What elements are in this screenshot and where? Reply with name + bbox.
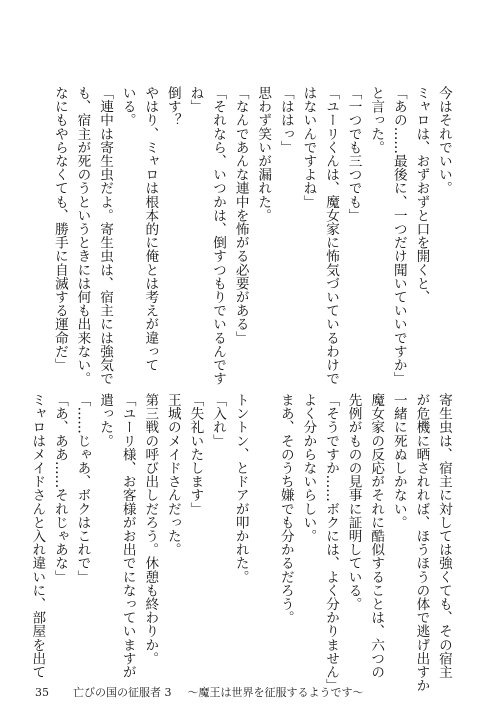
text-line: 「入れ」 xyxy=(210,393,227,448)
text-line: と言った。 xyxy=(368,86,385,154)
text-line: 「あの……最後に、一つだけ聞いていいですか」 xyxy=(390,86,407,386)
text-line: よく分からないらしい。 xyxy=(300,393,317,543)
top-text-column xyxy=(48,86,455,386)
text-line: ね」 xyxy=(187,86,204,114)
page-number: 35 xyxy=(35,686,49,699)
text-line: 思わず笑いが漏れた。 xyxy=(255,86,272,222)
text-line: はないんですよね」 xyxy=(300,86,317,209)
text-line: いる。 xyxy=(119,86,136,127)
text-line: 魔女家の反応がそれに酷似することは、六つの xyxy=(368,393,385,679)
text-line: 遣った。 xyxy=(97,393,114,448)
text-line: なにもやらなくても、勝手に自滅する運命だ」 xyxy=(51,86,68,372)
text-line: やはり、ミャロは根本的に俺とは考えが違って xyxy=(142,86,159,372)
book-title: 亡びの国の征服者 3 xyxy=(73,686,172,699)
text-line: 倒す？ xyxy=(164,86,181,127)
text-line: トントン、とドアが叩かれた。 xyxy=(232,393,249,584)
text-line: 「連中は寄生虫だよ。寄生虫は、宿主には強気で xyxy=(97,86,114,386)
text-line xyxy=(252,393,275,661)
text-line: 一緒に死ぬしかない。 xyxy=(390,393,407,529)
text-line: 「ユーリくんは、魔女家に怖気づいているわけで xyxy=(323,86,340,386)
text-line: 「失礼いたします」 xyxy=(187,393,204,516)
text-line: 王城のメイドさんだった。 xyxy=(164,393,181,557)
page-footer xyxy=(35,684,364,700)
text-line: まあ、そのうち嫌でも分かるだろう。 xyxy=(277,393,294,625)
text-line: も、宿主が死のうというときには何も出来ない。 xyxy=(74,86,91,386)
text-line: 「ははっ」 xyxy=(277,86,294,154)
text-line: 先例がものの見事に証明している。 xyxy=(345,393,362,611)
text-line: 「なんであんな連中を怖がる必要がある」 xyxy=(232,86,249,345)
text-line: 「ユーリ様、お客様がお出でになっていますが xyxy=(119,393,136,679)
text-line: 第三戦の呼び出しだろう。休憩も終わりか。 xyxy=(142,393,159,665)
text-line: 今はそれでいい。 xyxy=(435,86,452,195)
text-line: が危機に晒されれば、ほうほうの体で逃げ出すか xyxy=(413,393,430,693)
text-line: 「……じゃあ、ボクはこれで」 xyxy=(74,393,91,584)
text-line: ミャロは、おずおずと口を開くと、 xyxy=(413,86,430,304)
text-line: 「それなら、いつかは、倒すつもりでいるんです xyxy=(210,86,227,386)
text-line: ミャロはメイドさんと入れ違いに、部屋を出て xyxy=(29,393,46,679)
book-subtitle: ～魔王は世界を征服するようです～ xyxy=(187,686,364,699)
text-line: 「一つでも三つでも」 xyxy=(345,86,362,222)
text-line: 「そうですか……ボクには、よく分かりません」 xyxy=(323,393,340,693)
text-line: 「あ、ああ……それじゃあな」 xyxy=(51,393,68,584)
text-line: 寄生虫は、宿主に対しては強くても、その宿主 xyxy=(435,393,452,679)
